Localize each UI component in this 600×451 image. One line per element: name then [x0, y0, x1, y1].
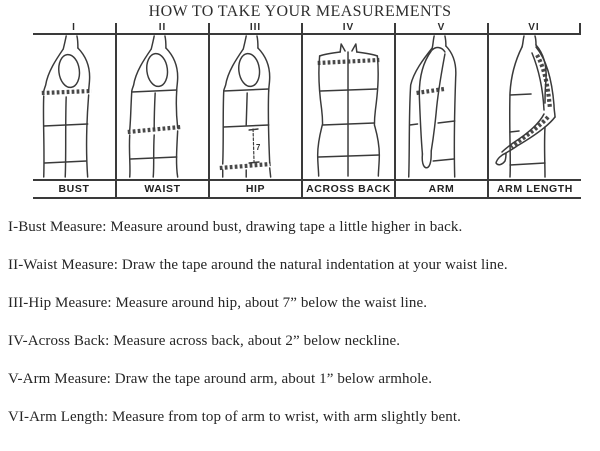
measurement-diagram	[33, 23, 581, 199]
armhole-oval	[145, 52, 169, 87]
label-waist: WAIST	[117, 181, 210, 197]
numeral-waist	[117, 23, 210, 33]
armhole-oval	[237, 52, 261, 87]
hand	[422, 151, 431, 168]
numeral-label: II	[158, 22, 167, 33]
figure-arm-sideview-with-hanging-arm	[396, 35, 487, 179]
label-bust: BUST	[33, 181, 117, 197]
numeral-label: I	[72, 22, 76, 33]
instruction-hip: III-Hip Measure: Measure around hip, about 7” below the waist line.	[8, 295, 428, 311]
numeral-arm	[396, 23, 489, 33]
figure-bust-sideview-dress-form	[33, 35, 115, 179]
numeral-label: V	[437, 22, 446, 33]
numeral-across-back	[303, 23, 396, 33]
arm-tape-line	[417, 89, 444, 93]
numeral-hip	[210, 23, 303, 33]
bust-tape-line	[42, 91, 92, 93]
numeral-bust	[33, 23, 117, 33]
labels-row	[33, 179, 581, 199]
numeral-label: III	[249, 22, 262, 33]
instructions-list	[8, 219, 600, 425]
panel-hip	[210, 35, 303, 179]
label-arm: ARM	[396, 181, 489, 197]
figures-row	[33, 35, 581, 179]
instruction-waist: II-Waist Measure: Draw the tape around the natural indentation at your waist line.	[8, 257, 508, 273]
panel-arm	[396, 35, 489, 179]
armhole-oval	[57, 53, 81, 88]
seven-inch-annotation: 7	[255, 142, 261, 153]
instruction-bust: I-Bust Measure: Measure around bust, drawing tape a little higher in back.	[8, 219, 463, 235]
figure-waist-sideview-dress-form	[117, 35, 208, 179]
numeral-arm-length	[489, 23, 581, 33]
seven-inch-bracket-line	[253, 129, 254, 162]
numeral-label: VI	[528, 22, 540, 33]
hand	[496, 153, 506, 165]
label-arm-length: ARM LENGTH	[497, 183, 573, 195]
numerals-row	[33, 23, 581, 35]
instruction-across-back: IV-Across Back: Measure across back, about 2” below neckline.	[8, 333, 401, 349]
panel-arm-length	[489, 35, 581, 179]
hip-tape-line	[220, 164, 271, 168]
figure-hip-sideview-dress-form	[210, 35, 301, 179]
instruction-arm: V-Arm Measure: Draw the tape around arm, about 1” below armhole.	[8, 371, 433, 387]
numeral-label: IV	[342, 22, 355, 33]
panel-bust	[33, 35, 117, 179]
figure-across-back-backview-dress-form	[303, 35, 394, 179]
page-title: HOW TO TAKE YOUR MEASUREMENTS	[148, 3, 452, 20]
panel-waist	[117, 35, 210, 179]
label-across-back: ACROSS BACK	[303, 181, 396, 197]
figure-arm-length-sideview-bent-arm	[489, 35, 581, 179]
panel-across-back	[303, 35, 396, 179]
instruction-arm-length: VI-Arm Length: Measure from top of arm to wrist, with arm slightly bent.	[8, 409, 461, 425]
label-hip: HIP	[210, 181, 303, 197]
